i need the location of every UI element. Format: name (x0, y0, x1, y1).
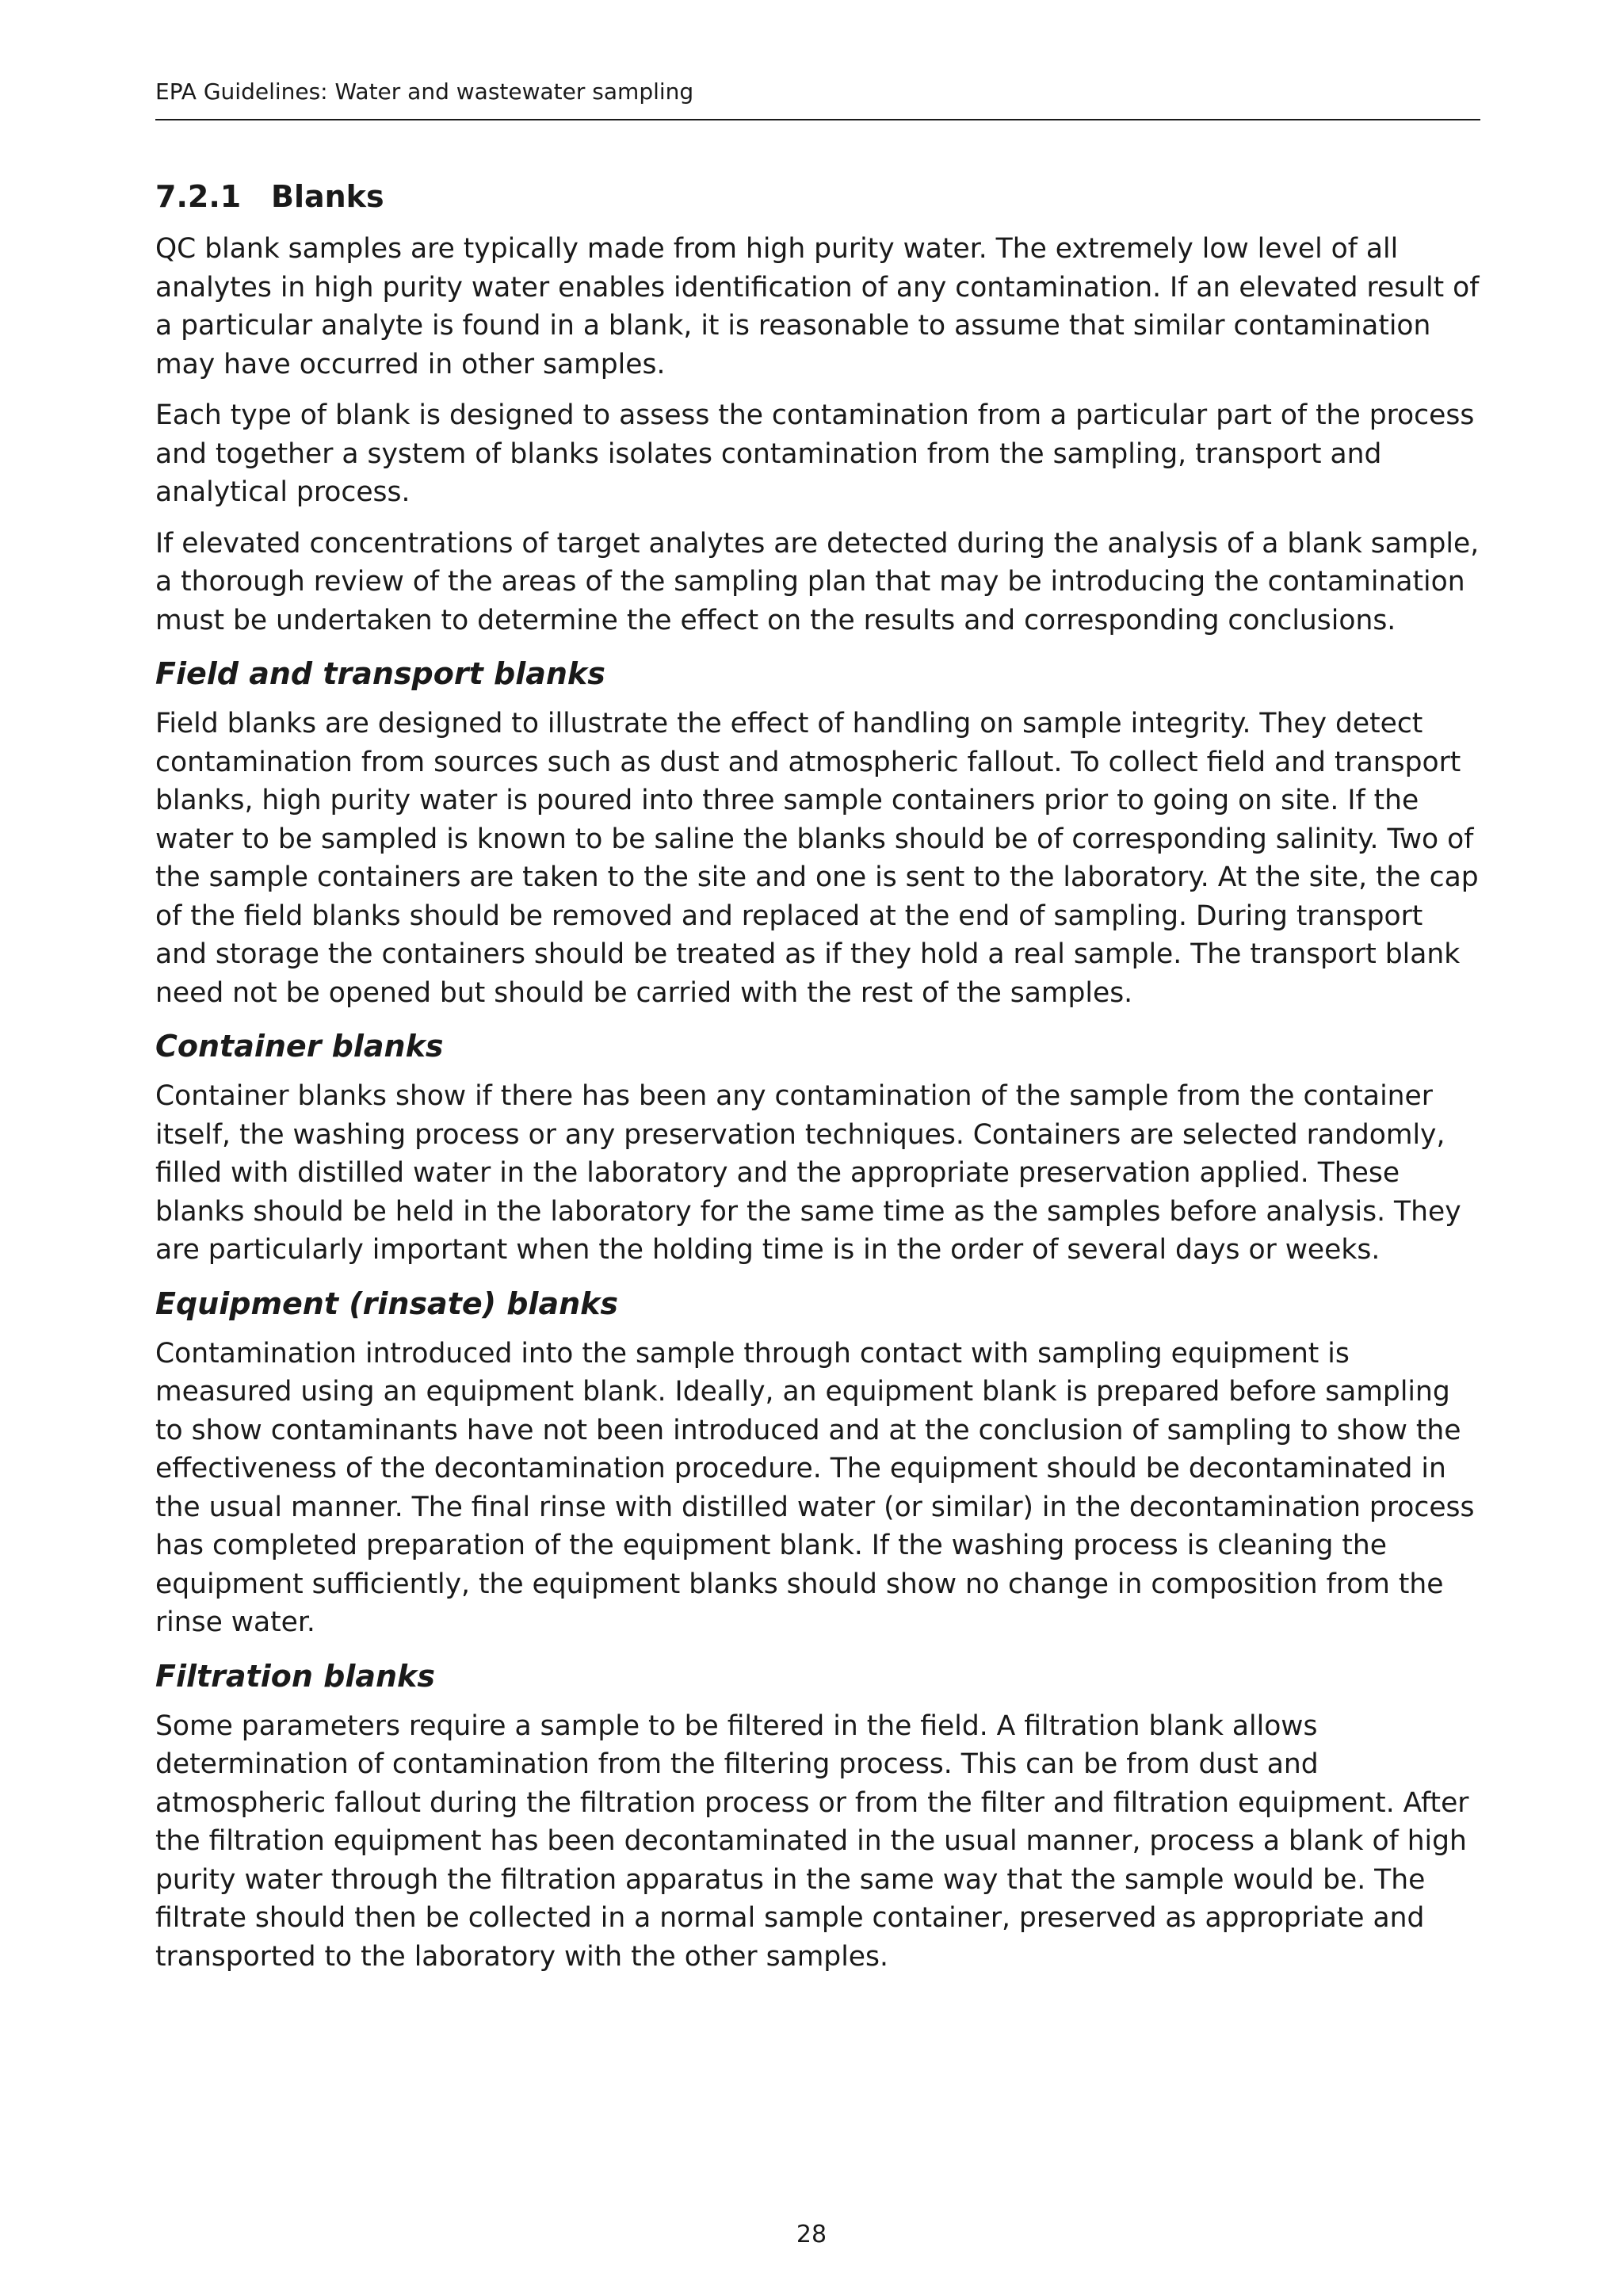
paragraph-field-transport-blanks: Field blanks are designed to illustrate the effect of handling on sample integrity. They detect contamination from sources such as dust and atmospheric fallout. To collect field and transport blanks, high purity water is poured into three sample containers prior to going on site. If the water to be sampled is known to be saline the blanks should be of corresponding salinity. Two of the sample containers are taken to the site and one is sent to the laboratory. At the site, the cap of the field blanks should be removed and replaced at the end of sampling. During transport and storage the containers should be treated as if they hold a real sample. The transport blank need not be opened but should be carried with the rest of the samples. (155, 708, 1479, 1009)
subheading-filtration-blanks: Filtration blanks (155, 1658, 435, 1694)
section-number: 7.2.1 (155, 179, 242, 214)
subheading-container-blanks: Container blanks (155, 1029, 444, 1064)
section-heading (155, 174, 1480, 219)
header-divider (155, 119, 1480, 120)
intro-paragraph-3: If elevated concentrations of target analytes are detected during the analysis of a blank sample, a thorough review of the areas of the sampling plan that may be introducing the contamination must be undertaken to determine the effect on the results and corresponding conclusions. (155, 527, 1480, 636)
page-content (155, 174, 1480, 1988)
paragraph-filtration-blanks: Some parameters require a sample to be filtered in the field. A filtration blank allows determination of contamination from the filtering process. This can be from dust and atmospheric fallout during the filtration process or from the filter and filtration equipment. After the filtration equipment has been decontaminated in the usual manner, process a blank of high purity water through the filtration apparatus in the same way that the sample would be. The filtrate should then be collected in a normal sample container, preserved as appropriate and transported to the laboratory with the other samples. (155, 1710, 1469, 1973)
paragraph-container-blanks: Container blanks show if there has been any contamination of the sample from the container itself, the washing process or any preservation techniques. Containers are selected randomly, filled with distilled water in the laboratory and the appropriate preservation applied. These blanks should be held in the laboratory for the same time as the samples before analysis. They are particularly important when the holding time is in the order of several days or weeks. (155, 1080, 1461, 1266)
subheading-field-transport-blanks: Field and transport blanks (155, 656, 605, 691)
page-number: 28 (796, 2221, 827, 2248)
intro-paragraph-1: QC blank samples are typically made from high purity water. The extremely low level of all analytes in high purity water enables identification of any contamination. If an elevated result of a particular analyte is found in a blank, it is reasonable to assume that similar contamination may have occurred in other samples. (155, 233, 1480, 380)
subheading-equipment-blanks: Equipment (rinsate) blanks (155, 1286, 619, 1321)
intro-paragraph-2: Each type of blank is designed to assess the contamination from a particular part of the process and together a system of blanks isolates contamination from the sampling, transport and analytical process. (155, 399, 1475, 508)
section-title: Blanks (271, 179, 384, 214)
paragraph-equipment-blanks: Contamination introduced into the sample through contact with sampling equipment is measured using an equipment blank. Ideally, an equipment blank is prepared before sampling to show contaminants have not been introduced and at the conclusion of sampling to show the effectiveness of the decontamination procedure. The equipment should be decontaminated in the usual manner. The final rinse with distilled water (or similar) in the decontamination process has completed preparation of the equipment blank. If the washing process is cleaning the equipment sufficiently, the equipment blanks should show no change in composition from the rinse water. (155, 1337, 1475, 1638)
running-header: EPA Guidelines: Water and wastewater sampling (155, 78, 694, 105)
